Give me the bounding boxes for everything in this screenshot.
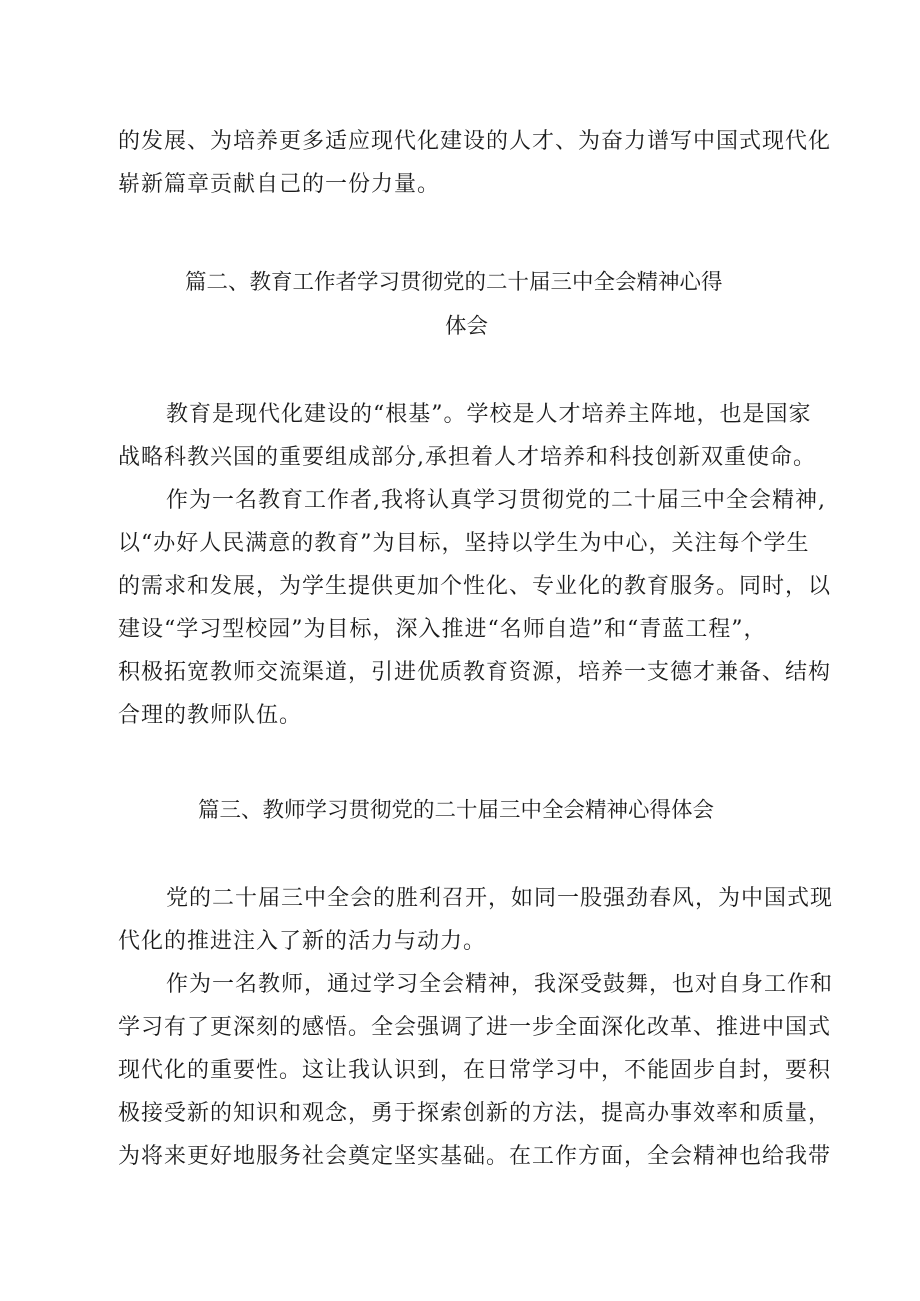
section2-title-line-2: 体会 bbox=[445, 314, 489, 339]
section3-p2-line-1: 作为一名教师，通过学习全会精神，我深受鼓舞，也对自身工作和 bbox=[166, 972, 834, 997]
section3-p2-line-4: 极接受新的知识和观念，勇于探索创新的方法，提高办事效率和质量， bbox=[118, 1101, 832, 1126]
section2-p2-line-6: 合理的教师队伍。 bbox=[118, 703, 303, 728]
section2-p2-line-1: 作为一名教育工作者,我将认真学习贯彻党的二十届三中全会精神, bbox=[166, 488, 826, 513]
section3-p2-line-5: 为将来更好地服务社会奠定坚实基础。在工作方面，全会精神也给我带 bbox=[118, 1144, 832, 1169]
section2-p1-line-1: 教育是现代化建设的“根基”。学校是人才培养主阵地，也是国家 bbox=[166, 402, 812, 427]
section2-p2-line-3: 的需求和发展，为学生提供更加个性化、专业化的教育服务。同时，以 bbox=[118, 574, 832, 599]
section2-p2-line-4: 建设“学习型校园”为目标，深入推进“名师自造”和“青蓝工程”， bbox=[118, 617, 767, 642]
section3-p1-line-1: 党的二十届三中全会的胜利召开，如同一股强劲春风，为中国式现 bbox=[166, 886, 834, 911]
intro-line-1: 的发展、为培养更多适应现代化建设的人才、为奋力谱写中国式现代化 bbox=[118, 129, 832, 154]
section2-p2-line-5: 积极拓宽教师交流渠道，引进优质教育资源，培养一支德才兼备、结构 bbox=[118, 660, 832, 685]
section2-title-line-1: 篇二、教育工作者学习贯彻党的二十届三中全会精神心得 bbox=[185, 270, 723, 295]
section3-p2-line-2: 学习有了更深刻的感悟。全会强调了进一步全面深化改革、推进中国式 bbox=[118, 1015, 832, 1040]
section3-p1-line-2: 代化的推进注入了新的活力与动力。 bbox=[118, 929, 487, 954]
section3-title: 篇三、教师学习贯彻党的二十届三中全会精神心得体会 bbox=[198, 798, 715, 823]
intro-line-2: 崭新篇章贡献自己的一份力量。 bbox=[118, 172, 441, 197]
section3-p2-line-3: 现代化的重要性。这让我认识到，在日常学习中，不能固步自封，要积 bbox=[118, 1058, 832, 1083]
section2-p2-line-2: 以“办好人民满意的教育”为目标，坚持以学生为中心，关注每个学生 bbox=[118, 531, 810, 556]
section2-p1-line-2: 战略科教兴国的重要组成部分,承担着人才培养和科技创新双重使命。 bbox=[118, 445, 816, 470]
